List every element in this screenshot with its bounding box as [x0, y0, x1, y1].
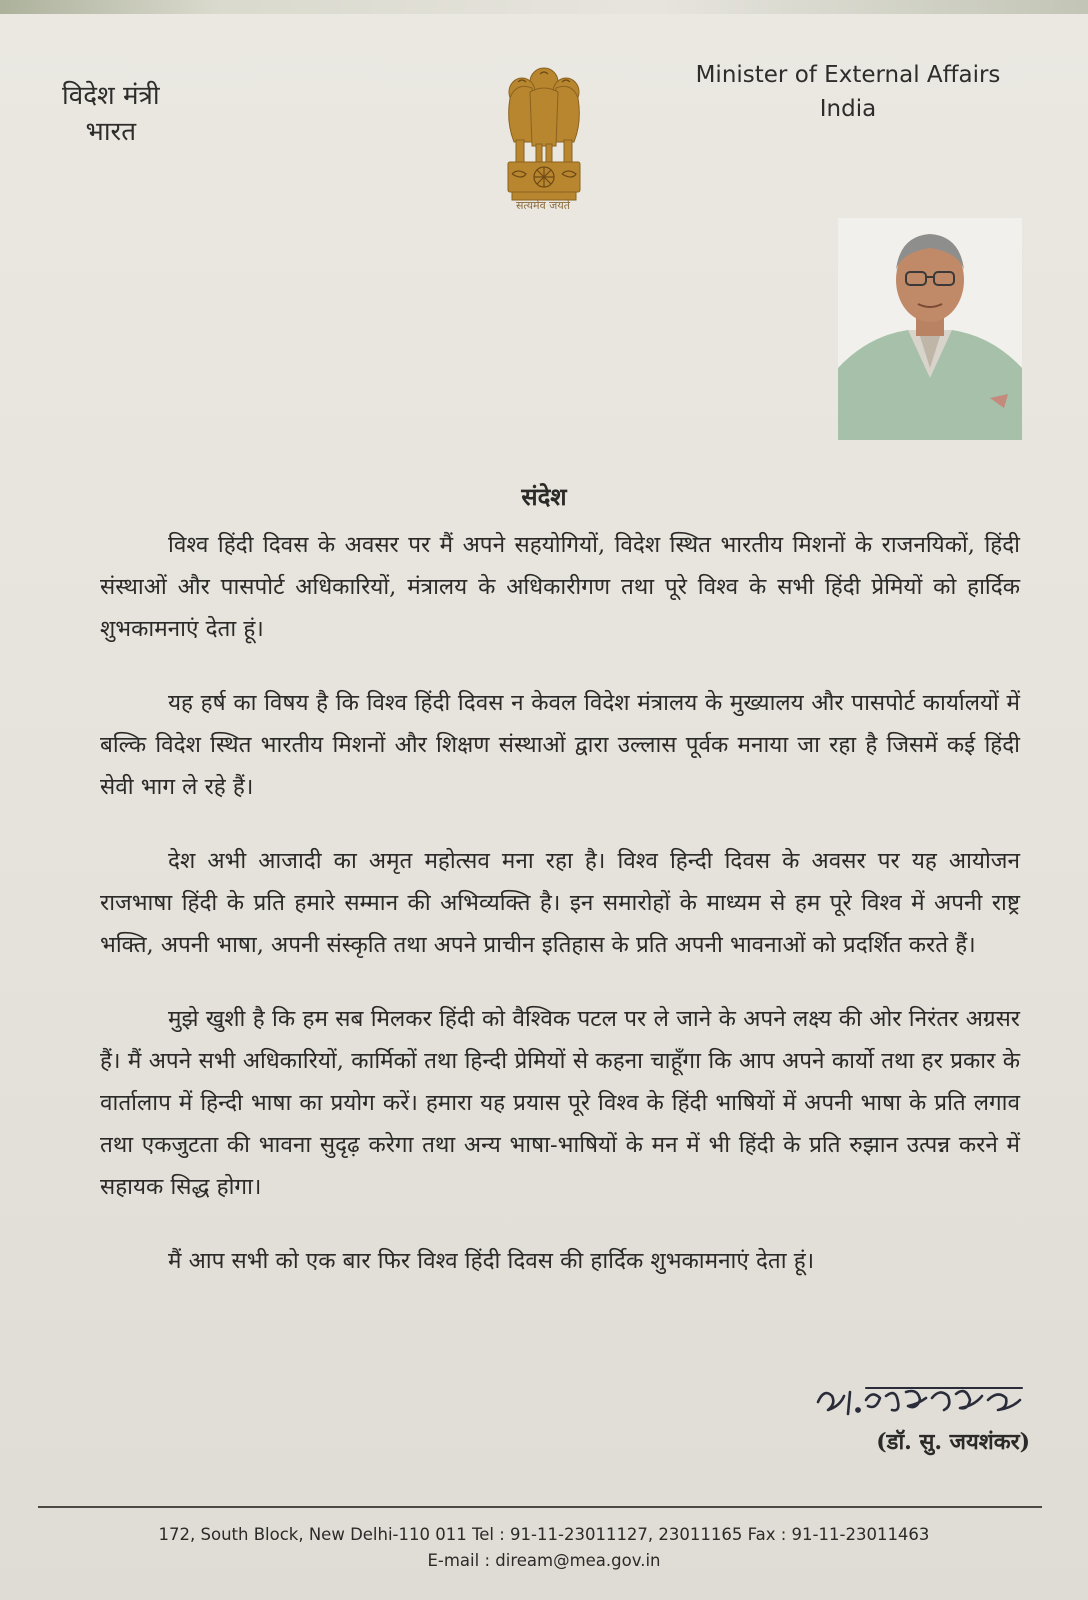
handwritten-signature — [806, 1366, 1046, 1426]
header-left-title: विदेश मंत्री — [62, 81, 160, 111]
paragraph-5: मैं आप सभी को एक बार फिर विश्व हिंदी दिवस की हार्दिक शुभकामनाएं देता हूं। — [168, 1248, 815, 1274]
paragraph-1: विश्व हिंदी दिवस के अवसर पर मैं अपने सहयोगियों, विदेश स्थित भारतीय मिशनों के राजनयिकों, हिंदी संस्थाओं और पासपोर्ट अधिकारियों, मंत्रालय के अधिकारीगण तथा पूरे विश्व के सभी हिंदी प्रेमियों को हार्दिक शुभकामनाएं देता हूं। — [100, 532, 1020, 642]
header-left — [62, 78, 160, 150]
emblem-motto: सत्यमेव जयते — [515, 199, 570, 212]
footer — [0, 1522, 1088, 1574]
paragraph-2: यह हर्ष का विषय है कि विश्व हिंदी दिवस न केवल विदेश मंत्रालय के मुख्यालय और पासपोर्ट कार्यालयों में बल्कि विदेश स्थित भारतीय मिशनों और शिक्षण संस्थाओं द्वारा उल्लास पूर्वक मनाया जा रहा है जिसमें कई हिंदी सेवी भाग ले रहे हैं। — [100, 690, 1020, 800]
footer-divider — [38, 1506, 1042, 1508]
letter-heading: संदेश — [521, 482, 567, 511]
letter-body — [100, 524, 1020, 1314]
paragraph-3: देश अभी आजादी का अमृत महोत्सव मना रहा है। विश्व हिन्दी दिवस के अवसर पर यह आयोजन राजभाषा हिंदी के प्रति हमारे सम्मान की अभिव्यक्ति है। इन समारोहों के माध्यम से हम पूरे विश्व में अपनी राष्ट्र भक्ति, अपनी भाषा, अपनी संस्कृति तथा अपने प्राचीन इतिहास के प्रति अपनी भावनाओं को प्रदर्शित करते हैं। — [100, 848, 1020, 958]
header-left-country: भारत — [85, 117, 137, 147]
paragraph-4: मुझे खुशी है कि हम सब मिलकर हिंदी को वैश्विक पटल पर ले जाने के अपने लक्ष्य की ओर निरंतर अग्रसर हैं। मैं अपने सभी अधिकारियों, कार्मिकों तथा हिन्दी प्रेमियों से कहना चाहूँगा कि आप अपने कार्यो तथा हर प्रकार के वार्तालाप में हिन्दी भाषा का प्रयोग करें। हमारा यह प्रयास पूरे विश्व के हिंदी भाषियों में अपनी भाषा के प्रति लगाव तथा एकजुटता की भावना सुदृढ़ करेगा तथा अन्य भाषा-भाषियों के मन में भी हिंदी के प्रति रुझान उत्पन्न करने में सहायक सिद्ध होगा। — [100, 1006, 1020, 1200]
minister-portrait-image — [838, 218, 1022, 440]
header-right — [658, 58, 1038, 126]
minister-photo — [838, 218, 1022, 440]
footer-address: 172, South Block, New Delhi-110 011 Tel : 91-11-23011127, 23011165 Fax : 91-11-23011463 — [158, 1525, 930, 1544]
signatory-name: (डॉ. सु. जयशंकर) — [876, 1429, 1030, 1455]
top-edge-strip — [0, 0, 1088, 14]
header-right-country: India — [819, 96, 877, 122]
footer-email: E-mail : diream@mea.gov.in — [427, 1551, 661, 1570]
header-right-title: Minister of External Affairs — [695, 62, 1001, 88]
